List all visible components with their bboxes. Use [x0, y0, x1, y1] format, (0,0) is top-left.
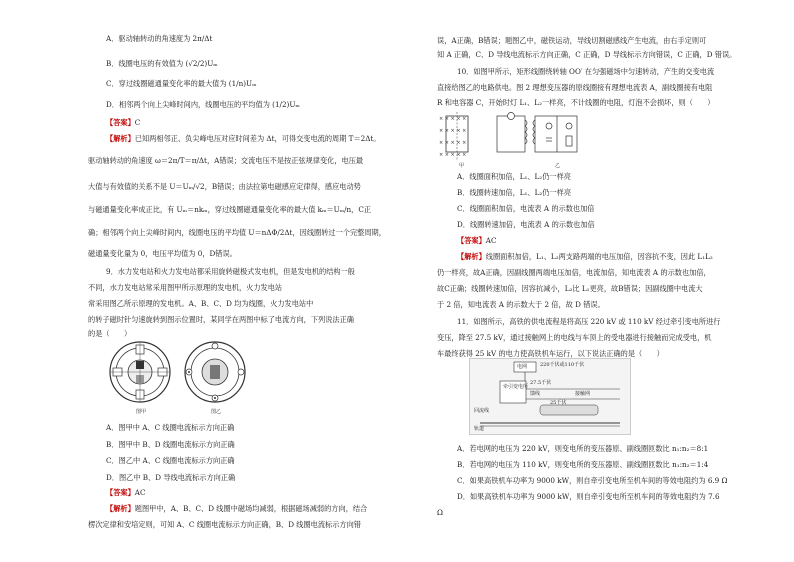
q11-option-c: C．如果高铁机车功率为 9000 kW，则自牵引变电所至机车间的等效电阻约为 6.9 Ω	[457, 476, 728, 485]
svg-text:× × × × ×: × × × × ×	[439, 128, 467, 134]
explanation-text: 已知两相邻正、负尖峰电压对应时间差为 Δt，可得交变电流的周期 T＝2Δt。	[134, 134, 381, 143]
q9-option-b: B．图甲中 B、D 线圈电流标示方向正确	[106, 440, 235, 449]
answer-value: AC	[485, 236, 497, 245]
q9-answer	[106, 489, 145, 496]
q10-stem-line-2: 直接给图乙的电路供电。图 2 理想变压器的原线圈接有理想电流表 A，副线圈接有电阻	[437, 83, 713, 92]
q10-stem-line-3: R 和电容器 C，开始时灯 L₁、L₂一样亮，不计线圈的电阻，灯泡不会损坏，则（ ）	[437, 98, 715, 107]
q9-explanation-continued-2: 知 A 正确，C、D 导线电流标示方向正确，C 正确，D 导线标示方向错误，C 正确，D 错误。	[437, 50, 737, 59]
answer-value: AC	[134, 488, 146, 497]
q9-option-d: D．图乙中 B、D 导线电流标示方向正确	[106, 473, 236, 482]
voltage-25-label: 25千伏	[550, 400, 567, 406]
q8-explanation-line-1	[106, 135, 381, 142]
q8-answer	[106, 119, 140, 126]
q11-stem-line-3: 车最终获得 25 kV 的电力使高铁机车运行，以下说法正确的是（ ）	[437, 349, 664, 358]
q9-stem-line-4: 的转子磁时针匀速旋转到图示位置时，某同学在两图中标了电流方向，下列说法正确	[88, 315, 354, 324]
q9-option-c: C．图乙中 A、C 线圈电流标示方向正确	[106, 456, 235, 465]
q8-option-a: A．驱动轴转动的角速度为 2π/Δt	[106, 34, 213, 43]
q10-figure-jia-caption: 甲	[459, 163, 465, 169]
q8-option-c: C．穿过线圈磁通量变化率的最大值为 (1/n)Uₘ	[106, 79, 257, 88]
q11-stem-line-2: 变压，降至 27.5 kV，通过接触网上的电线与车顶上的受电器进行接触而完成受电，机	[437, 333, 712, 342]
q8-explanation-line-2: 驱动轴转动的角速度 ω＝2π/T＝π/Δt，A错误；交流电压不是按正弦规律变化，电压最	[88, 156, 364, 165]
q9-explanation-line-2: 楞次定律和安培定则，可知 A、C 线圈电流标示方向正确，B、D 线圈电流标示方向错	[88, 520, 361, 529]
q11-option-d: D．如果高铁机车功率为 9000 kW，则自牵引变电所至机车间的等效电阻约为 7.6	[457, 492, 720, 501]
q10-figure-yi-caption: 乙	[555, 163, 561, 169]
grid-voltage-label: 220千伏或110千伏	[540, 362, 585, 368]
figure-jia-caption: 图甲	[136, 409, 147, 415]
svg-text:× × × × ×: × × × × ×	[439, 116, 467, 122]
explanation-label: 【解析】	[106, 504, 135, 513]
q8-option-b: B．线圈电压的有效值为 (√2/2)Uₘ	[106, 59, 218, 68]
q9-explanation-continued-1: 误，A正确，B错误；题图乙中，磁铁运动，导线切割磁感线产生电流，由右手定则可	[437, 36, 707, 45]
q8-explanation-line-6: 磁通量变化量为 0，电压平均值为 0，D错误。	[88, 249, 237, 258]
q11-figure-drawing	[470, 359, 630, 434]
q11-stem-line-1: 11．如图所示，高铁的供电流程是将高压 220 kV 或 110 kV 经过牵引变电所进行	[457, 317, 721, 326]
answer-label: 【答案】	[106, 118, 135, 127]
rail-label: 轨道	[474, 426, 485, 432]
q10-stem-line-1: 10．如图甲所示，矩形线圈绕转轴 OO′ 在匀强磁场中匀速转动，产生的交变电流	[457, 67, 715, 76]
q9-stem-line-5: 的是（ ）	[88, 329, 132, 338]
substation-label: 牵引变电所	[503, 384, 529, 390]
q8-explanation-line-4: 与磁通量变化率成正比，有 Uₘ＝nkₘ，穿过线圈磁通量变化率的最大值 kₘ＝Uₘ/n，C正	[88, 205, 372, 214]
q8-explanation-line-5: 确；相邻两个向上尖峰时间内，线圈电压的平均值 U＝nΔΦ/2Δt，因线圈转过一个完整周期，	[88, 228, 386, 237]
answer-label: 【答案】	[106, 488, 135, 497]
q10-explanation-line-2: 仍一样亮，故A正确，因副线圈两端电压加倍，电流加倍，知电流表 A 的示数也加倍，	[437, 268, 711, 277]
explanation-label: 【解析】	[457, 252, 486, 261]
explanation-label: 【解析】	[106, 134, 135, 143]
q8-explanation-line-3: 大值与有效值的关系不是 U＝Uₘ/√2，B错误；由法拉第电磁感应定律得，感应电动势	[88, 182, 361, 191]
q10-explanation-line-1	[457, 253, 713, 260]
q10-explanation-line-3: 故C正确；线圈转速加倍，因容抗减小，L₂比 L₁更亮，故B错误；因副线圈中电流大	[437, 284, 703, 293]
q9-explanation-line-1	[106, 505, 367, 512]
q10-circuit-diagram	[497, 113, 577, 153]
q10-option-d: D．线圈转速加倍，电流表 A 的示数也加倍	[457, 220, 595, 229]
q11-option-b: B．若电网的电压为 110 kV，则变电所的变压器原、副线圈匝数比 n₁:n₂＝1:4	[457, 460, 709, 469]
answer-label: 【答案】	[457, 236, 486, 245]
figure-yi-caption: 图乙	[211, 409, 222, 415]
q8-option-d: D．相邻两个向上尖峰时间内，线圈电压的平均值为 (1/2)Uₘ	[106, 100, 300, 109]
q11-option-d-unit: Ω	[437, 508, 443, 517]
q10-explanation-line-4: 于 2 倍，知电流表 A 的示数大于 2 倍，故 D 错误。	[437, 300, 605, 309]
q9-option-a: A．图甲中 A、C 线圈电流标示方向正确	[106, 423, 235, 432]
answer-value: C	[134, 118, 141, 127]
generator-jia-diagram	[110, 342, 170, 402]
q10-option-b: B．线圈转速加倍，L₁、L₂仍一样亮	[457, 188, 572, 197]
q9-stem-line-1: 9．水力发电站和火力发电站都采用旋转磁极式发电机，但是发电机的结构一般	[106, 267, 355, 276]
generator-figure	[100, 337, 255, 417]
svg-text:× × × × ×: × × × × ×	[439, 152, 467, 158]
contact-network-label: 接触网	[575, 391, 591, 397]
voltage-27-5-label: 27.5千伏	[530, 380, 552, 386]
q11-figure	[469, 358, 631, 435]
generator-yi-diagram	[185, 342, 245, 402]
q9-stem-line-2: 不同，水力发电站常采用图甲所示原理的发电机，火力发电站	[88, 283, 283, 292]
explanation-text: 题图甲中，A、B、C、D 线圈中磁场均减弱，根据磁场减弱的方向，结合	[134, 504, 368, 513]
explanation-text: 线圈面积加倍，L₁、L₂两支路两端的电压加倍，因容抗不变，因此 L₁L₂	[485, 252, 713, 261]
q10-option-a: A．线圈面积加倍，L₁、L₂仍一样亮	[457, 172, 571, 181]
q10-magnetic-field-diagram	[439, 112, 468, 160]
feeder-label: 馈线	[530, 391, 541, 397]
svg-text:× × × × ×: × × × × ×	[439, 140, 467, 146]
q9-stem-line-3: 常采用图乙所示原理的发电机。A、B、C、D 均为线圈，火力发电站中	[88, 299, 314, 308]
right-column	[397, 0, 794, 562]
grid-label: 电网	[517, 364, 528, 370]
return-line-label: 回流线	[474, 408, 490, 414]
q10-answer	[457, 237, 496, 244]
q10-option-c: C．线圈面积加倍，电流表 A 的示数也加倍	[457, 204, 595, 213]
q10-figure	[437, 110, 607, 168]
q11-option-a: A．若电网的电压为 220 kV，则变电所的变压器原、副线圈匝数比 n₁:n₂＝8:1	[457, 444, 709, 453]
